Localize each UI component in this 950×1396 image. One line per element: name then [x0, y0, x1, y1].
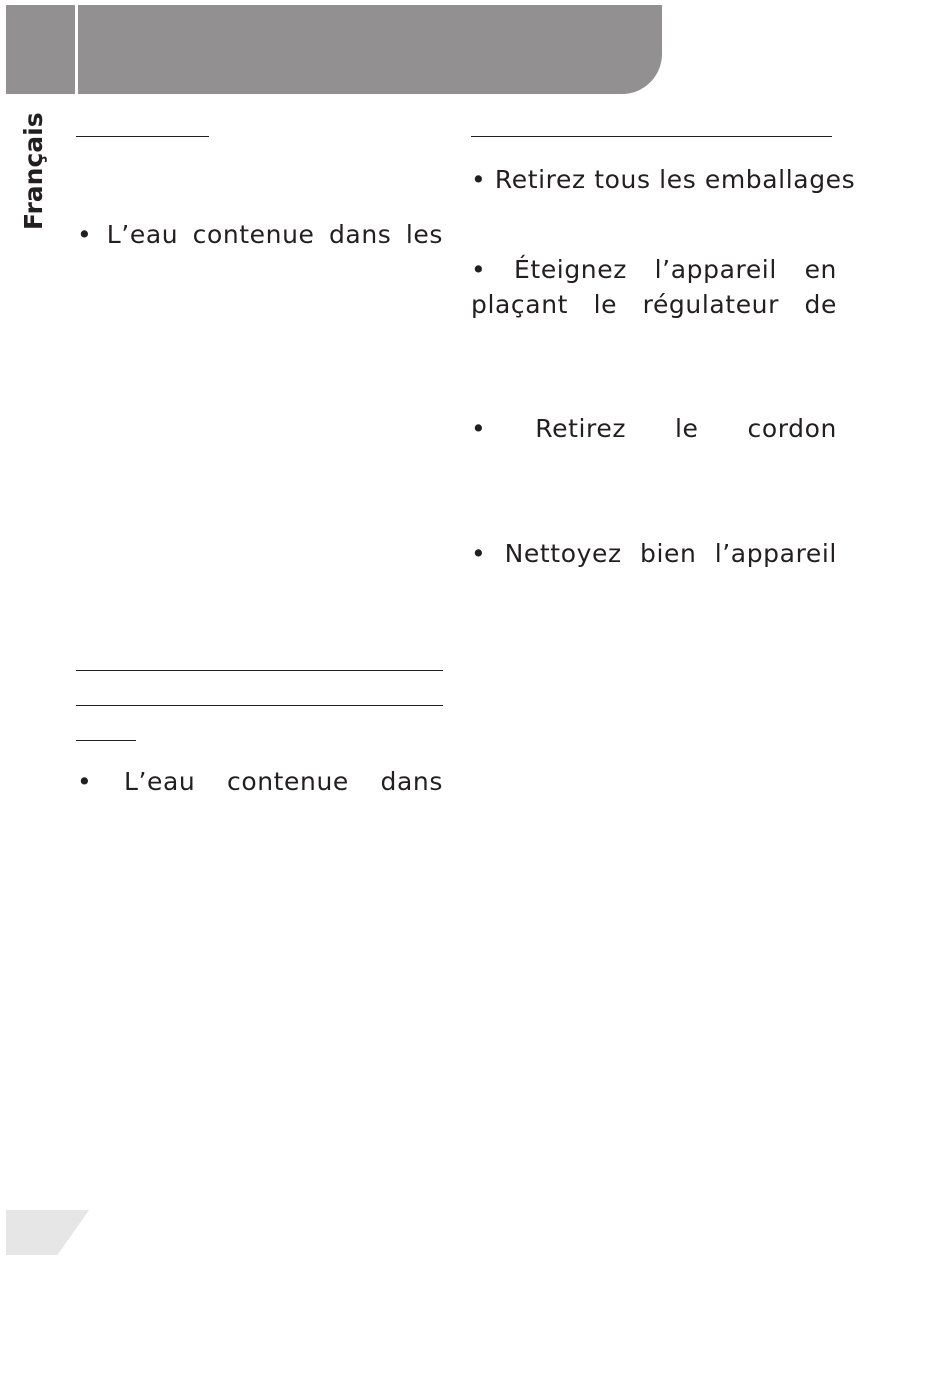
section-heading-rule	[76, 740, 136, 741]
word: les	[405, 220, 443, 249]
language-label: Français	[19, 112, 48, 230]
word: contenue	[226, 767, 349, 796]
right-bullet-3	[471, 412, 837, 446]
bullet-marker: •	[77, 767, 93, 796]
word: régulateur	[642, 290, 780, 319]
bullet-marker: •	[471, 414, 487, 443]
right-bullet-2-line-2	[471, 288, 837, 322]
left-bullet-2-line-1	[77, 765, 443, 799]
word: contenue	[192, 220, 315, 249]
word: plaçant	[471, 290, 569, 319]
word: l’appareil	[714, 539, 837, 568]
word: de	[804, 290, 837, 319]
right-bullet-1: • Retirez tous les emballages	[471, 165, 856, 194]
word: L’eau	[123, 767, 196, 796]
word: en	[804, 255, 837, 284]
word: Nettoyez	[504, 539, 622, 568]
word: L’eau	[106, 220, 179, 249]
right-bullet-2-line-1	[471, 253, 837, 287]
word: dans	[328, 220, 392, 249]
section-heading-rule	[76, 705, 443, 706]
word: Retirez	[535, 414, 627, 443]
word: dans	[380, 767, 443, 796]
bullet-marker: •	[471, 255, 487, 284]
word: cordon	[747, 414, 837, 443]
word: l’appareil	[654, 255, 777, 284]
word: le	[593, 290, 618, 319]
section-heading-rule	[76, 670, 443, 671]
left-bullet-1-line-1	[77, 218, 443, 252]
page-number-tab	[6, 1210, 89, 1255]
word: Éteignez	[514, 255, 627, 284]
section-heading-rule	[471, 136, 832, 137]
header-bar	[6, 5, 662, 94]
right-bullet-4	[471, 537, 837, 571]
word: bien	[639, 539, 697, 568]
header-divider	[75, 5, 78, 94]
bullet-marker: •	[77, 220, 93, 249]
bullet-marker: •	[471, 539, 487, 568]
word: le	[675, 414, 699, 443]
section-heading-rule	[76, 136, 209, 137]
